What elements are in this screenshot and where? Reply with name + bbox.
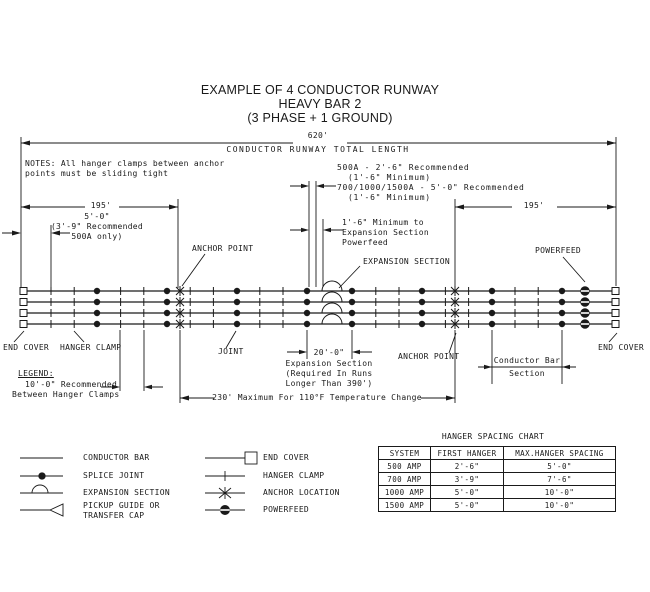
splice-joint-symbol — [234, 321, 240, 327]
dim-195-left-value: 195' — [90, 201, 112, 210]
end-cover-symbol — [612, 288, 619, 295]
notes-line2: points must be sliding tight — [25, 169, 169, 178]
end-cover-symbol — [612, 321, 619, 328]
legend-label-expansion-section: EXPANSION SECTION — [83, 488, 170, 497]
splice-joint-symbol — [304, 288, 310, 294]
legend-note-line1: 10'-0" Recommended — [25, 380, 118, 389]
splice-joint-symbol — [489, 288, 495, 294]
drawing-title-line3: (3 PHASE + 1 GROUND) — [247, 111, 393, 125]
powerfeed-min-line1: 1'-6" Minimum to — [342, 218, 424, 227]
dim-620-label: CONDUCTOR RUNWAY TOTAL LENGTH — [226, 145, 410, 154]
notes-line1: NOTES: All hanger clamps between anchor — [25, 159, 225, 168]
legend-label-pickup-guide-line2: TRANSFER CAP — [83, 511, 145, 520]
end-cover-symbol — [20, 288, 27, 295]
legend-label-end-cover: END COVER — [263, 453, 310, 462]
splice-joint-symbol — [489, 321, 495, 327]
cell-system-1500: 1500 AMP — [379, 499, 431, 512]
expansion-section-symbol — [322, 281, 342, 291]
splice-joint-symbol — [419, 310, 425, 316]
splice-joint-symbol — [349, 299, 355, 305]
hanger-chart-row-700 — [379, 473, 616, 486]
splice-joint-symbol — [349, 310, 355, 316]
legend-label-conductor-bar: CONDUCTOR BAR — [83, 453, 150, 462]
conductor-bar-section-line2: Section — [509, 369, 545, 378]
first-hanger-line1: 5'-0" — [84, 212, 110, 221]
splice-joint-symbol — [94, 310, 100, 316]
splice-joint-symbol — [164, 288, 170, 294]
splice-joint-symbol — [419, 299, 425, 305]
splice-joint-symbol — [94, 299, 100, 305]
pickup-guide-icon — [50, 504, 63, 516]
mid-extension-lines — [309, 181, 323, 287]
splice-joint-symbol — [164, 321, 170, 327]
conductor-bar-section-line1: Conductor Bar — [493, 356, 561, 365]
legend-label-splice-joint: SPLICE JOINT — [83, 471, 145, 480]
expansion-note-line3: Longer Than 390') — [285, 379, 373, 388]
splice-spacing-line1: 500A - 2'-6" Recommended — [337, 163, 470, 172]
hanger-spacing-chart — [378, 446, 616, 512]
dim-195-right-value: 195' — [523, 201, 545, 210]
dim-hanger-spacing-arrows — [112, 385, 152, 389]
expansion-section-symbol — [322, 314, 342, 324]
splice-joint-symbol — [164, 299, 170, 305]
hanger-chart-row-1500 — [379, 499, 616, 512]
splice-joint-symbol — [164, 310, 170, 316]
expansion-section-icon — [32, 485, 48, 493]
splice-joint-symbol — [419, 321, 425, 327]
cell-system-1000: 1000 AMP — [379, 486, 431, 499]
cell-max-1500: 10'-0" — [504, 499, 616, 512]
end-cover-left-label: END COVER — [3, 343, 50, 352]
end-cover-icon — [245, 452, 257, 464]
joint-label: JOINT — [218, 347, 244, 356]
leader-lines — [14, 254, 617, 353]
hanger-chart-row-1000 — [379, 486, 616, 499]
legend-label-powerfeed: POWERFEED — [263, 505, 310, 514]
end-cover-symbol — [612, 299, 619, 306]
dim-230-label: 230' Maximum For 110°F Temperature Change — [212, 393, 422, 402]
cell-max-700: 7'-6" — [504, 473, 616, 486]
splice-spacing-line4: (1'-6" Minimum) — [348, 193, 431, 202]
cell-first-500: 2'-6" — [431, 460, 504, 473]
legend-label-pickup-guide-line1: PICKUP GUIDE OR — [83, 501, 160, 510]
splice-joint-symbol — [489, 310, 495, 316]
cell-first-1000: 5'-0" — [431, 486, 504, 499]
hanger-chart-row-500 — [379, 460, 616, 473]
splice-joint-symbol — [234, 310, 240, 316]
dim-620-value: 620' — [307, 131, 329, 140]
drawing-title-line2: HEAVY BAR 2 — [278, 97, 362, 111]
powerfeed-min-line2: Expansion Section — [342, 228, 429, 237]
expansion-section-symbol — [322, 292, 342, 302]
expansion-section-symbol — [322, 303, 342, 313]
splice-joint-symbol — [349, 321, 355, 327]
expansion-note-line2: (Required In Runs — [285, 369, 373, 378]
hanger-clamp-label: HANGER CLAMP — [60, 343, 122, 352]
cell-max-500: 5'-0" — [504, 460, 616, 473]
splice-joint-icon — [39, 473, 45, 479]
splice-joint-symbol — [94, 321, 100, 327]
splice-joint-symbol — [419, 288, 425, 294]
cell-first-700: 3'-9" — [431, 473, 504, 486]
hanger-chart-header-row — [379, 447, 616, 460]
legend-label-anchor-location: ANCHOR LOCATION — [263, 488, 340, 497]
cell-first-1500: 5'-0" — [431, 499, 504, 512]
cell-max-1000: 10'-0" — [504, 486, 616, 499]
splice-joint-symbol — [94, 288, 100, 294]
splice-joint-symbol — [304, 299, 310, 305]
splice-joint-symbol — [559, 310, 565, 316]
first-hanger-line3: 500A only) — [71, 232, 123, 241]
end-cover-symbol — [612, 310, 619, 317]
splice-joint-symbol — [349, 288, 355, 294]
powerfeed-label: POWERFEED — [535, 246, 582, 255]
expansion-section-label: EXPANSION SECTION — [363, 257, 450, 266]
expansion-note-line1: Expansion Section — [285, 359, 373, 368]
end-cover-symbol — [20, 299, 27, 306]
anchor-point-bottom-label: ANCHOR POINT — [398, 352, 460, 361]
end-cover-symbol — [20, 310, 27, 317]
splice-joint-symbol — [304, 321, 310, 327]
anchor-point-top-label: ANCHOR POINT — [192, 244, 254, 253]
splice-joint-symbol — [304, 310, 310, 316]
splice-joint-symbol — [559, 299, 565, 305]
legend-heading: LEGEND: — [18, 369, 54, 378]
powerfeed-min-line3: Powerfeed — [342, 238, 389, 247]
splice-spacing-line2: (1'-6" Minimum) — [348, 173, 431, 182]
splice-joint-symbol — [559, 288, 565, 294]
hanger-chart-header-first-hanger: FIRST HANGER — [431, 447, 504, 460]
first-hanger-line2: (3'-9" Recommended — [50, 222, 144, 231]
splice-joint-symbol — [234, 288, 240, 294]
hanger-chart-header-system: SYSTEM — [379, 447, 431, 460]
hanger-chart-title: HANGER SPACING CHART — [441, 432, 545, 441]
drawing-title-line1: EXAMPLE OF 4 CONDUCTOR RUNWAY — [200, 83, 440, 97]
splice-joint-symbol — [559, 321, 565, 327]
cell-system-500: 500 AMP — [379, 460, 431, 473]
splice-joint-symbol — [234, 299, 240, 305]
hanger-chart-header-max-spacing: MAX.HANGER SPACING — [504, 447, 616, 460]
splice-joint-symbol — [489, 299, 495, 305]
dim-first-hanger-arrows — [12, 231, 60, 236]
legend-label-hanger-clamp: HANGER CLAMP — [263, 471, 325, 480]
legend-note-line2: Between Hanger Clamps — [12, 390, 120, 399]
end-cover-right-label: END COVER — [598, 343, 645, 352]
dim-splice-arrow-lines — [290, 186, 343, 230]
conductor-runway — [20, 281, 619, 329]
cell-system-700: 700 AMP — [379, 473, 431, 486]
dim-20-value: 20'-0" — [313, 348, 345, 357]
end-cover-symbol — [20, 321, 27, 328]
splice-spacing-line3: 700/1000/1500A - 5'-0" Recommended — [337, 183, 525, 192]
